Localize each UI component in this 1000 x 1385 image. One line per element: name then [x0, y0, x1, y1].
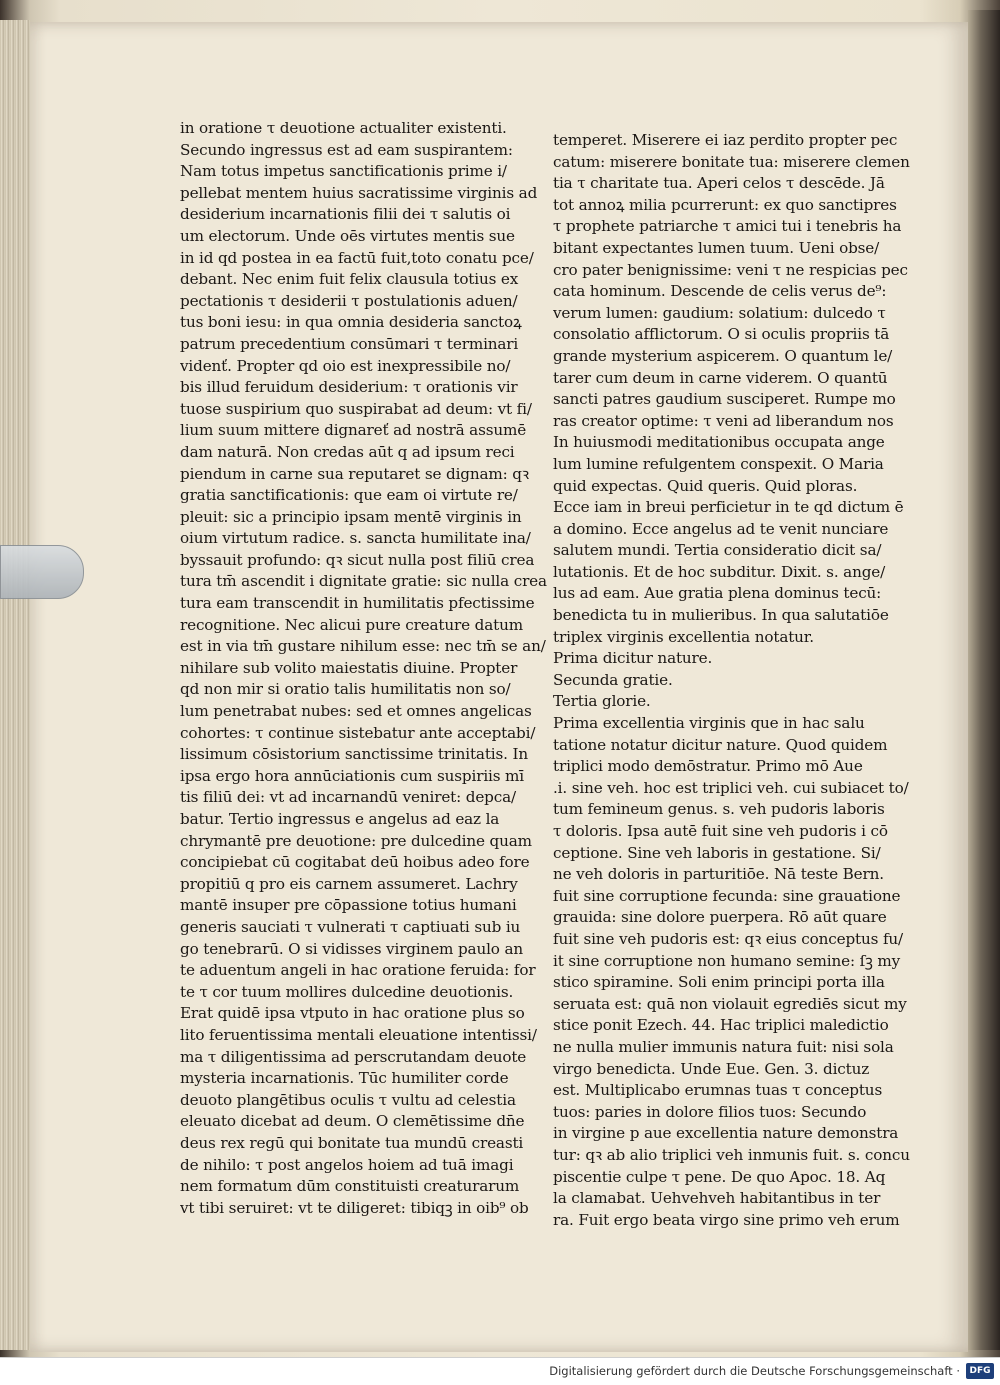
text-line: tis filiū dei: vt ad incarnandū veniret: depca/ — [180, 788, 516, 807]
text-line: tot annoꝝ milia pcurrerunt: ex quo sanctipres — [553, 195, 897, 214]
text-line: ra. Fuit ergo beata virgo sine primo veh erum — [553, 1210, 900, 1229]
text-line: mysteria incarnationis. Tūc humiliter corde — [180, 1069, 509, 1088]
text-line: pleuit: sic a principio ipsam mentē virginis in — [180, 507, 522, 526]
text-line: nem formatum dūm constituisti creaturarum — [180, 1177, 520, 1196]
text-line: propitiū q pro eis carnem assumeret. Lachry — [180, 874, 518, 893]
dfg-logo[interactable]: DFG — [966, 1363, 994, 1379]
text-line: Prima excellentia virginis que in hac salu — [553, 714, 865, 733]
text-line: generis sauciati τ vulnerati τ captiuati sub iu — [180, 917, 521, 936]
text-line: Erat quidē ipsa vtputo in hac oratione plus so — [180, 1004, 525, 1023]
text-line: deus rex regū qui bonitate tua mundū creasti — [180, 1133, 524, 1152]
footer-bar — [0, 1357, 1000, 1385]
text-line: chrymantē pre deuotione: pre dulcedine quam — [180, 831, 532, 850]
text-line: temperet. Miserere ei iaz perdito propter pec — [553, 131, 898, 149]
text-line: fuit sine corruptione fecunda: sine grauatione — [553, 886, 901, 905]
text-line: dam naturā. Non credas aūt q ad ipsum reci — [180, 442, 515, 461]
text-line: tum femineum genus. s. veh pudoris laboris — [553, 800, 885, 819]
text-line: recognitione. Nec alicui pure creature datum — [180, 615, 523, 634]
text-line: in virgine p aue excellentia nature demonstra — [553, 1124, 899, 1143]
text-line: τ prophete patriarche τ amici tui i tenebris ha — [553, 217, 902, 236]
text-line: eleuato dicebat ad deum. O clemētissime dn̄e — [180, 1112, 525, 1131]
text-line: a domino. Ecce angelus ad te venit nunciare — [553, 519, 889, 538]
funding-credit: Digitalisierung gefördert durch die Deutsche Forschungsgemeinschaft · — [549, 1364, 960, 1378]
text-line: benedicta tu in mulieribus. In qua salutatiōe — [553, 606, 889, 625]
text-line: τ doloris. Ipsa autē fuit sine veh pudoris i cō — [553, 822, 888, 840]
text-line: triplici modo demōstratur. Primo mō Aue — [553, 757, 863, 776]
text-line: stico spiramine. Soli enim principi porta illa — [553, 973, 885, 992]
text-line: ne nulla mulier immunis natura fuit: nisi sola — [553, 1037, 894, 1056]
text-line: tur: qꝛ ab alio triplici veh inmunis fuit. s. concu — [553, 1145, 910, 1164]
text-line: vt tibi seruiret: vt te diligeret: tibiqꝫ in oib⁹ ob — [180, 1198, 529, 1217]
text-line: stice ponit Ezech. 44. Hac triplici maledictio — [553, 1016, 889, 1035]
text-line: in oratione τ deuotione actualiter existenti. — [180, 119, 507, 137]
text-line: desiderium incarnationis filii dei τ salutis oi — [180, 205, 511, 224]
left-text-column — [180, 118, 550, 1219]
text-line: bitant expectantes lumen tuum. Ueni obse/ — [553, 238, 880, 257]
text-line: tia τ charitate tua. Aperi celos τ descēde. Jā — [553, 174, 885, 193]
text-line: In huiusmodi meditationibus occupata ange — [553, 433, 885, 452]
text-line: lum penetrabat nubes: sed et omnes angelicas — [180, 702, 532, 721]
text-line: de nihilo: τ post angelos hoiem ad tuā imagi — [180, 1155, 514, 1174]
text-line: te τ cor tuum mollires dulcedine deuotionis. — [180, 982, 514, 1001]
text-line: tura tm̄ ascendit i dignitate gratie: sic nulla crea — [180, 572, 547, 591]
text-line: sancti patres gaudium susciperet. Rumpe mo — [553, 390, 896, 409]
text-line: tus boni iesu: in qua omnia desideria sanctoꝝ — [180, 313, 522, 332]
text-line: it sine corruptione non humano semine: ſꝫ my — [553, 951, 901, 970]
text-line: qd non mir si oratio talis humilitatis non so/ — [180, 680, 511, 699]
text-line: tuos: paries in dolore filios tuos: Secundo — [553, 1102, 867, 1121]
text-line: patrum precedentium consūmari τ terminari — [180, 334, 519, 353]
text-line: gratia sanctificationis: que eam oi virtute re/ — [180, 486, 518, 505]
text-line: nihilare sub volito maiestatis diuine. Propter — [180, 658, 518, 677]
text-line: ceptione. Sine veh laboris in gestatione. Si/ — [553, 843, 881, 862]
text-line: grande mysterium aspicerem. O quantum le/ — [553, 346, 893, 365]
text-line: tatione notatur dicitur nature. Quod quidem — [553, 735, 888, 754]
text-line: lissimum cōsistorium sanctissime trinitatis. In — [180, 745, 528, 764]
text-line: pectationis τ desiderii τ postulationis aduen/ — [180, 291, 518, 310]
text-line: Secundo ingressus est ad eam suspirantem: — [180, 140, 513, 159]
text-line: videnť. Propter qd oio est inexpressibile no/ — [180, 356, 511, 375]
text-line: lus ad eam. Aue gratia plena dominus tecū: — [553, 584, 882, 603]
text-line: catum: miserere bonitate tua: miserere clemen — [553, 152, 910, 171]
text-line: bis illud feruidum desiderium: τ orationis vir — [180, 378, 518, 397]
text-line: go tenebrarū. O si vidisses virginem paulo an — [180, 939, 524, 958]
text-line: debant. Nec enim fuit felix clausula totius ex — [180, 270, 519, 289]
text-line: tura eam transcendit in humilitatis pfectissime — [180, 594, 535, 613]
text-line: virgo benedicta. Unde Eue. Gen. 3. dictuz — [553, 1059, 870, 1078]
text-line: um electorum. Unde oēs virtutes mentis sue — [180, 226, 515, 245]
text-line: lutationis. Et de hoc subditur. Dixit. s. ange/ — [553, 562, 886, 581]
page-clip — [0, 545, 84, 599]
text-line: ne veh doloris in parturitiōe. Nā teste Bern. — [553, 865, 884, 884]
page-stack-edge — [0, 20, 30, 1350]
text-line: quid expectas. Quid queris. Quid ploras. — [553, 476, 858, 495]
text-line: batur. Tertio ingressus e angelus ad eaz la — [180, 810, 500, 828]
text-line: fuit sine veh pudoris est: qꝛ eius conceptus fu/ — [553, 929, 904, 948]
gutter-shadow — [968, 10, 1000, 1350]
text-line: est. Multiplicabo erumnas tuas τ conceptus — [553, 1081, 883, 1100]
text-line: cohortes: τ continue sistebatur ante acceptabi/ — [180, 723, 536, 742]
text-line: deuoto plangētibus oculis τ vultu ad celestia — [180, 1090, 516, 1109]
text-line: la clamabat. Uehvehveh habitantibus in ter — [553, 1189, 881, 1208]
text-line: pellebat mentem huius sacratissime virginis ad — [180, 183, 538, 202]
text-line: Secunda gratie. — [553, 670, 673, 689]
text-line: in id qd postea in ea factū fuit,toto conatu pce/ — [180, 248, 534, 267]
text-line: Tertia glorie. — [553, 692, 651, 711]
text-line: Ecce iam in breui perficietur in te qd dictum ē — [553, 498, 904, 517]
text-line: lum lumine refulgentem conspexit. O Maria — [553, 454, 884, 473]
text-line: ma τ diligentissima ad perscrutandam deuote — [180, 1047, 527, 1066]
text-line: lito feruentissima mentali eleuatione intentissi/ — [180, 1025, 537, 1044]
right-text-column — [553, 130, 923, 1231]
text-line: piscentie culpe τ pene. De quo Apoc. 18. Aq — [553, 1167, 886, 1186]
text-line: tuose suspirium quo suspirabat ad deum: vt fi/ — [180, 399, 532, 418]
text-line: tarer cum deum in carne viderem. O quantū — [553, 368, 888, 387]
text-line: salutem mundi. Tertia consideratio dicit sa/ — [553, 541, 882, 560]
text-line: ipsa ergo hora annūciationis cum suspiriis mī — [180, 766, 525, 785]
text-line: te aduentum angeli in hac oratione feruida: for — [180, 961, 536, 980]
text-line: piendum in carne sua reputaret se dignam: qꝛ — [180, 464, 529, 483]
text-line: cro pater benignissime: veni τ ne respicias pec — [553, 260, 908, 279]
text-line: est in via tm̄ gustare nihilum esse: nec tm̄ se an/ — [180, 637, 546, 656]
text-line: Prima dicitur nature. — [553, 649, 713, 668]
text-line: Nam totus impetus sanctificationis prime i/ — [180, 162, 507, 181]
text-line: ras creator optime: τ veni ad liberandum nos — [553, 411, 894, 430]
text-line: concipiebat cū cogitabat deū hoibus adeo fore — [180, 853, 530, 872]
text-line: byssauit profundo: qꝛ sicut nulla post filiū crea — [180, 550, 535, 569]
text-line: consolatio afflictorum. O si oculis propriis tā — [553, 325, 890, 344]
text-line: verum lumen: gaudium: solatium: dulcedo τ — [553, 303, 886, 322]
text-line: lium suum mittere dignareť ad nostrā assumē — [180, 421, 527, 440]
text-line: mantē insuper pre cōpassione totius humani — [180, 896, 517, 915]
text-line: seruata est: quā non violauit egrediēs sicut my — [553, 994, 907, 1013]
text-line: cata hominum. Descende de celis verus de⁹: — [553, 282, 887, 301]
text-line: .i. sine veh. hoc est triplici veh. cui subiacet to/ — [553, 778, 909, 797]
text-line: oium virtutum radice. s. sancta humilitate ina/ — [180, 529, 531, 548]
text-line: triplex virginis excellentia notatur. — [553, 627, 814, 646]
text-line: grauida: sine dolore puerpera. Rō aūt quare — [553, 908, 887, 927]
